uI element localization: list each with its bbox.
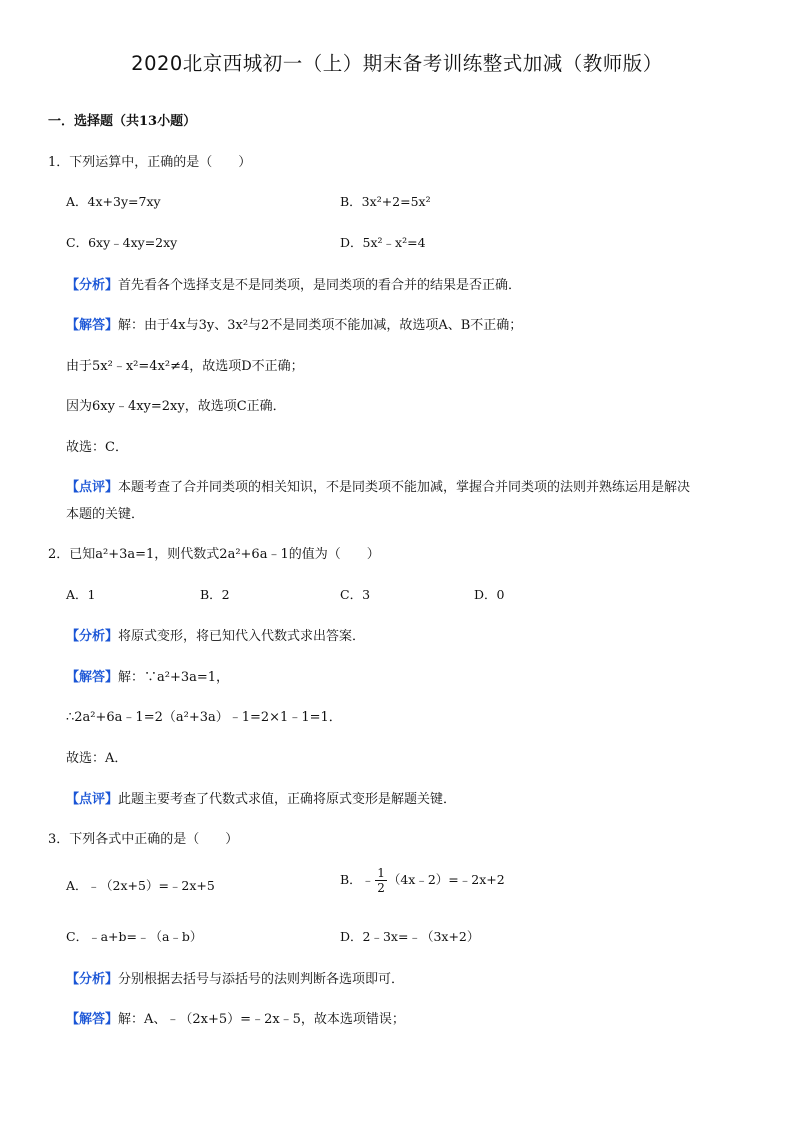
q1-stem: 1．下列运算中，正确的是（ ） [48, 155, 252, 170]
q2-choice: 故选：A． [66, 751, 128, 766]
q3-option-d: D．2﹣3x=﹣（3x+2） [340, 929, 480, 944]
q3-stem: 3．下列各式中正确的是（ ） [48, 832, 239, 847]
q1-option-d: D．5x²﹣x²=4 [340, 235, 426, 250]
q2-analysis: 【分析】将原式变形，将已知代入代数式求出答案． [66, 629, 366, 644]
answer-tag: 【解答】 [66, 318, 119, 333]
q2-option-a: A．1 [66, 587, 96, 602]
q2-option-b: B．2 [200, 587, 230, 602]
analysis-tag: 【分析】 [66, 278, 119, 293]
q1-analysis: 【分析】首先看各个选择支是不是同类项，是同类项的看合并的结果是否正确． [66, 278, 522, 293]
q1-option-c: C．6xy﹣4xy=2xy [66, 235, 178, 250]
analysis-tag: 【分析】 [66, 972, 119, 987]
q2-comment: 【点评】此题主要考查了代数式求值，正确将原式变形是解题关键． [66, 792, 457, 807]
q1-answer-line3: 因为6xy﹣4xy=2xy，故选项C正确． [66, 399, 286, 414]
q1-answer: 【解答】解：由于4x与3y、3x²与2不是同类项不能加减，故选项A、B不正确； [66, 318, 523, 333]
fraction: $\frac{1}{2}$ [377, 866, 385, 895]
q3-answer: 【解答】解：A、﹣（2x+5）=﹣2x﹣5，故本选项错误； [66, 1012, 405, 1027]
q2-answer-line2: ∴2a²+6a﹣1=2（a²+3a）﹣1=2×1﹣1=1． [66, 710, 342, 725]
q2-option-d: D．0 [474, 587, 505, 602]
q2-stem: 2．已知a²+3a=1，则代数式2a²+6a﹣1的值为（ ） [48, 547, 380, 562]
q2-option-c: C．3 [340, 587, 371, 602]
q3-option-c: C．﹣a+b=﹣（a﹣b） [66, 929, 203, 944]
q1-option-a: A．4x+3y=7xy [66, 194, 161, 209]
q1-answer-line2: 由于5x²﹣x²=4x²≠4，故选项D不正确； [66, 359, 304, 374]
q2-answer: 【解答】解：∵a²+3a=1， [66, 670, 230, 685]
answer-tag: 【解答】 [66, 670, 119, 685]
section-heading: 一．选择题（共13小题） [48, 114, 197, 129]
q1-option-b: B．3x²+2=5x² [340, 194, 431, 209]
q1-comment: 【点评】本题考查了合并同类项的相关知识，不是同类项不能加减，掌握合并同类项的法则并熟练运用是解决 [66, 480, 691, 495]
page-title: 2020北京西城初一（上）期末备考训练整式加减（教师版） [131, 52, 663, 75]
q3-option-a: A．﹣（2x+5）=﹣2x+5 [66, 878, 215, 893]
analysis-tag: 【分析】 [66, 629, 119, 644]
q3-option-b: B．﹣ $\frac{1}{2}$ （4x﹣2）=﹣2x+2 [340, 866, 505, 895]
q1-choice: 故选：C． [66, 440, 128, 455]
comment-tag: 【点评】 [66, 480, 119, 495]
q3-analysis: 【分析】分别根据去括号与添括号的法则判断各选项即可． [66, 972, 405, 987]
answer-tag: 【解答】 [66, 1012, 119, 1027]
comment-tag: 【点评】 [66, 792, 119, 807]
q1-comment-line2: 本题的关键． [66, 507, 145, 522]
